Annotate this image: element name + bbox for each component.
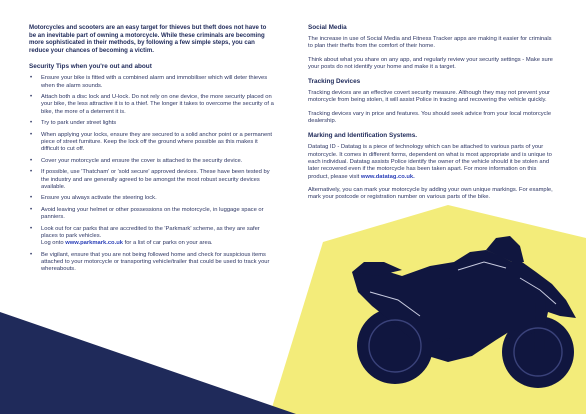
bullet-icon: • [30, 251, 33, 258]
bullet-icon: • [30, 195, 33, 202]
marking-paragraph-2: Alternatively, you can mark your motorcycle by adding your own unique markings. For example, mark your postcode or registration number on various parts of the bike. [308, 186, 553, 201]
bullet-icon: • [30, 157, 33, 164]
navy-corner-triangle [0, 312, 296, 414]
security-tips-heading: Security Tips when you're out and about [29, 63, 152, 71]
security-tips-list [29, 75, 275, 273]
social-media-heading: Social Media [308, 24, 347, 31]
bullet-icon: • [30, 75, 33, 82]
bullet-icon: • [30, 169, 33, 176]
list-item: • Avoid leaving your helmet or other possessions on the motorcycle, in luggage space or panniers. [30, 206, 264, 221]
intro-paragraph: Motorcycles and scooters are an easy target for thieves but theft does not have to be an inevitable part of owning a motorcycle. While these criminals are becoming more sophisticated in their methods, by following a few simple steps, you can reduce your chances of becoming a victim. [29, 24, 267, 54]
right-column [308, 24, 558, 201]
list-item: • Look out for car parks that are accredited to the 'Parkmark' scheme, as they are safer places to park vehicles. Log onto www.parkmark.co.uk for a list of car parks on your area. [30, 225, 260, 247]
bullet-icon: • [30, 131, 33, 138]
left-column [29, 24, 275, 278]
list-item: • Be vigilant, ensure that you are not being followed home and check for suspicious items attached to your motorcycle or transporting vehicle/trailer that could be used to track your whereabouts. [30, 251, 270, 273]
list-item: • Ensure you always activate the steering lock. [30, 195, 157, 202]
list-item: • When applying your locks, ensure they are secured to a solid anchor point or a permanent piece of street furniture. Keep the lock off the ground where possible as this makes it difficult to cut off. [30, 131, 273, 153]
marking-identification-heading: Marking and Identification Systems. [308, 132, 418, 140]
list-item: • Cover your motorcycle and ensure the cover is attached to the security device. [30, 157, 243, 164]
tracking-devices-paragraph-1: Tracking devices are an effective covert security measure. Although they may not prevent your motorcycle from being stolen, it will assist Police in tracing and recovering the vehicle quickly. [308, 90, 550, 104]
bullet-icon: • [30, 225, 33, 232]
marking-paragraph-1: Datatag ID - Datatag is a piece of technology which can be attached to various parts of your motorcycle. It comes in different forms, dependent on what is most appropriate and is unique to each individual. Datatag assists Police identify the owner of the vehicle should it be stolen and later recovered even if the motorcycle has been taken apart. For more information on this product, please visit www.datatag.co.uk. [308, 144, 552, 180]
tracking-devices-paragraph-2: Tracking devices vary in price and features. You should seek advice from your local motorcycle dealership. [308, 110, 552, 125]
list-item: • If possible, use 'Thatcham' or 'sold secure' approved devices. These have been tested by the industry and are generally agreed to be amongst the most robust security devices available. [30, 169, 270, 190]
list-item: • Ensure your bike is fitted with a combined alarm and immobiliser which will deter thieves when the alarm sounds. [30, 75, 268, 89]
datatag-link[interactable]: www.datatag.co.uk. [360, 173, 415, 180]
bullet-icon: • [30, 120, 33, 127]
tracking-devices-heading: Tracking Devices [308, 78, 361, 86]
bullet-icon: • [30, 206, 33, 213]
list-item: • Try to park under street lights [30, 120, 117, 127]
parkmark-link[interactable]: www.parkmark.co.uk [65, 240, 123, 247]
bullet-icon: • [30, 94, 33, 101]
social-media-paragraph-1: The increase in use of Social Media and Fitness Tracker apps are making it easier for criminals to plan their thefts from the comfort of their home. [308, 36, 552, 50]
social-media-paragraph-2: Think about what you share on any app, and regularly review your security settings - Make sure your posts do not identify your home and make it a target. [308, 56, 553, 70]
list-item: • Attach both a disc lock and U-lock. Do not rely on one device, the more security placed on your bike, the less attractive it is to a thief. The longer it takes to overcome the security of a bike, the more of a deterrent it is. [30, 94, 274, 115]
